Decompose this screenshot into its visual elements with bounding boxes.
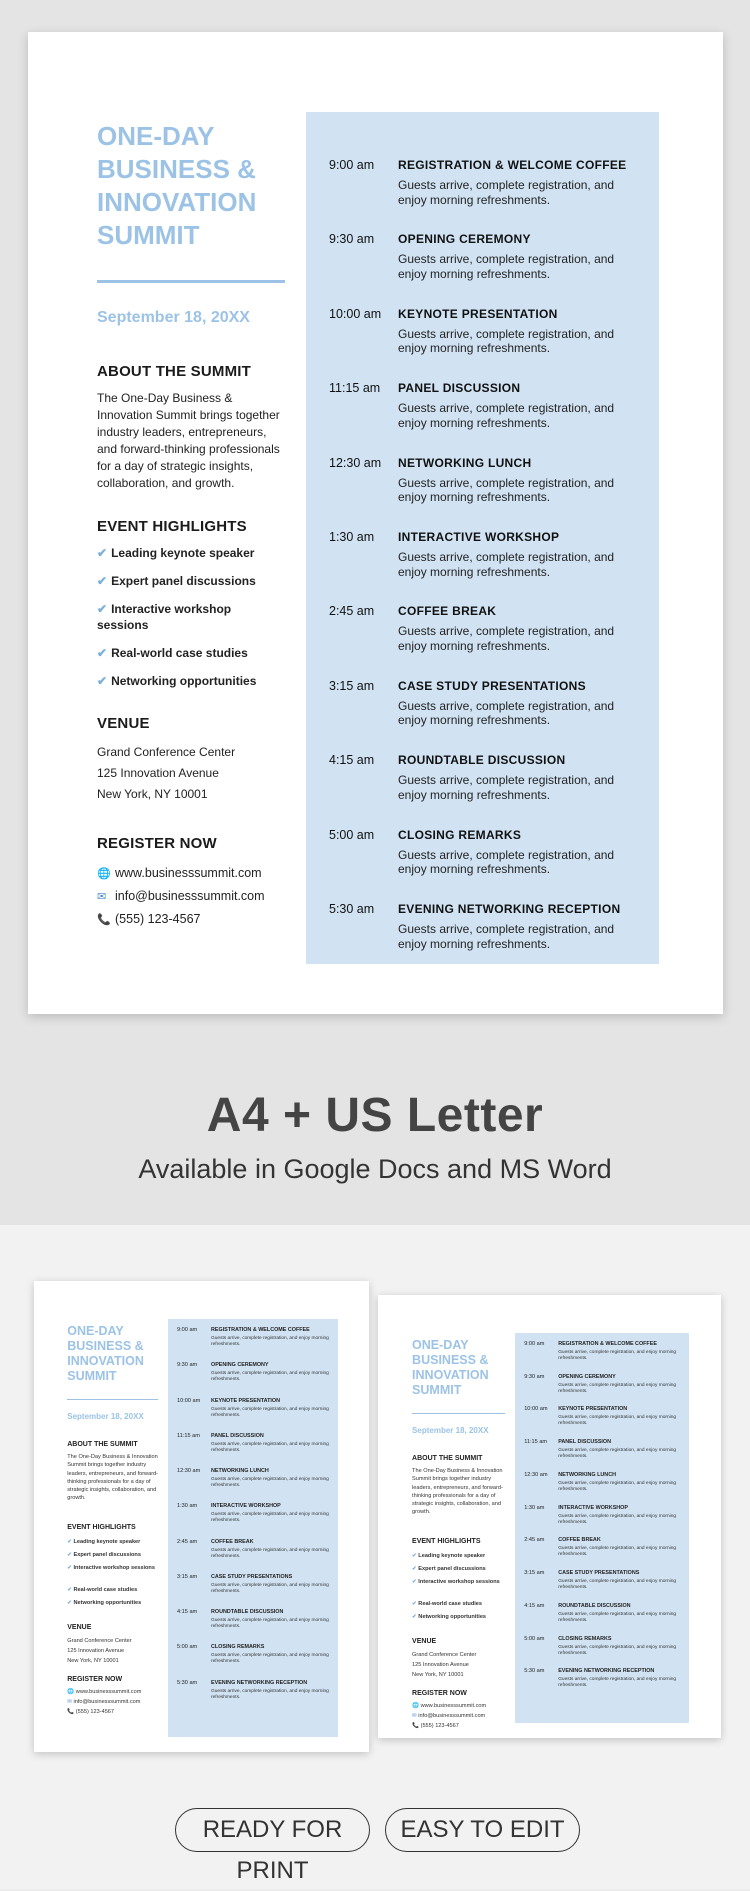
mini-schedule-name: CASE STUDY PRESENTATIONS bbox=[211, 1573, 293, 1580]
mini-title-line: INNOVATION bbox=[412, 1368, 489, 1382]
schedule-name: CLOSING REMARKS bbox=[398, 827, 522, 842]
mini-schedule-panel bbox=[168, 1319, 338, 1737]
mini-schedule-desc: Guests arrive, complete registration, and enjoy morning refreshments. bbox=[558, 1644, 677, 1656]
mini-schedule-desc: Guests arrive, complete registration, and enjoy morning refreshments. bbox=[558, 1611, 677, 1623]
mini-schedule-name: CLOSING REMARKS bbox=[558, 1635, 612, 1642]
mini-schedule-desc: Guests arrive, complete registration, and enjoy morning refreshments. bbox=[558, 1579, 677, 1591]
mini-schedule-time: 5:30 am bbox=[177, 1679, 198, 1686]
schedule-time: 5:00 am bbox=[329, 827, 375, 842]
mini-schedule-name: NETWORKING LUNCH bbox=[211, 1468, 269, 1475]
schedule-time: 5:30 am bbox=[329, 902, 375, 916]
event-date: September 18, 20XX bbox=[97, 309, 250, 326]
mini-schedule-desc: Guests arrive, complete registration, and enjoy morning refreshments. bbox=[558, 1513, 677, 1525]
venue-address: Grand Conference Center 125 Innovation Avenue New York, NY 10001 bbox=[97, 745, 236, 801]
mini-highlight: ✔ Interactive workshop sessions bbox=[67, 1565, 155, 1571]
mini-highlight: ✔ Real-world case studies bbox=[412, 1601, 483, 1607]
mini-title-line: INNOVATION bbox=[67, 1354, 144, 1368]
left-column bbox=[97, 120, 285, 931]
mini-schedule-desc: Guests arrive, complete registration, and enjoy morning refreshments. bbox=[558, 1480, 677, 1492]
mini-venue-heading: VENUE bbox=[67, 1624, 92, 1631]
envelope-icon: ✉ bbox=[97, 891, 107, 903]
register-contacts bbox=[97, 862, 285, 931]
mini-schedule-time: 5:00 am bbox=[524, 1635, 545, 1642]
title-divider bbox=[97, 280, 285, 283]
schedule-desc: Guests arrive, complete registration, and enjoy morning refreshments. bbox=[398, 922, 615, 951]
schedule-name: CASE STUDY PRESENTATIONS bbox=[398, 678, 586, 693]
mini-highlight: ✔ Interactive workshop sessions bbox=[412, 1579, 500, 1585]
mini-phone: 📞 (555) 123-4567 bbox=[412, 1723, 459, 1729]
mini-schedule-desc: Guests arrive, complete registration, and enjoy morning refreshments. bbox=[211, 1547, 329, 1559]
mini-divider bbox=[412, 1413, 505, 1414]
highlights-list bbox=[97, 545, 285, 689]
mini-schedule-desc: Guests arrive, complete registration, and enjoy morning refreshments. bbox=[211, 1688, 329, 1700]
venue-heading: VENUE bbox=[97, 715, 150, 732]
envelope-icon: ✉ bbox=[412, 1713, 417, 1719]
mini-schedule-time: 11:15 am bbox=[177, 1432, 200, 1439]
email-link[interactable]: info@businesssummit.com bbox=[115, 889, 265, 903]
phone-icon: 📞 bbox=[412, 1723, 420, 1729]
schedule-name: KEYNOTE PRESENTATION bbox=[398, 306, 558, 321]
mini-schedule-time: 3:15 am bbox=[177, 1573, 198, 1580]
mini-title-line: SUMMIT bbox=[412, 1383, 462, 1397]
mini-email: ✉ info@businesssummit.com bbox=[412, 1713, 486, 1719]
mini-schedule-name: COFFEE BREAK bbox=[211, 1538, 254, 1545]
mini-schedule-time: 12:30 am bbox=[177, 1468, 201, 1475]
schedule-time: 4:15 am bbox=[329, 753, 375, 768]
mini-schedule-desc: Guests arrive, complete registration, and enjoy morning refreshments. bbox=[558, 1382, 677, 1394]
easy-to-edit-button[interactable]: EASY TO EDIT bbox=[385, 1808, 580, 1852]
schedule-time: 9:30 am bbox=[329, 232, 375, 247]
mini-schedule-desc: Guests arrive, complete registration, and enjoy morning refreshments. bbox=[211, 1618, 329, 1630]
mini-schedule-desc: Guests arrive, complete registration, and enjoy morning refreshments. bbox=[211, 1336, 329, 1347]
mini-phone: 📞 (555) 123-4567 bbox=[67, 1709, 115, 1715]
mini-schedule-desc: Guests arrive, complete registration, and enjoy morning refreshments. bbox=[211, 1512, 329, 1524]
mini-schedule-time: 5:00 am bbox=[177, 1644, 198, 1651]
phone-icon: 📞 bbox=[97, 914, 111, 926]
mini-about-heading: ABOUT THE SUMMIT bbox=[412, 1455, 483, 1462]
list-item: ✔ Interactive workshop sessions bbox=[97, 602, 232, 632]
schedule-desc: Guests arrive, complete registration, and enjoy morning refreshments. bbox=[398, 773, 615, 802]
globe-icon: 🌐 bbox=[67, 1689, 75, 1695]
mini-schedule-name: OPENING CEREMONY bbox=[211, 1362, 269, 1369]
schedule-desc: Guests arrive, complete registration, and enjoy morning refreshments. bbox=[398, 624, 615, 653]
schedule-time: 9:00 am bbox=[329, 158, 375, 172]
mini-schedule-panel bbox=[515, 1333, 689, 1723]
list-item: ✔ Real-world case studies bbox=[97, 646, 248, 660]
mini-schedule-time: 10:00 am bbox=[177, 1397, 201, 1404]
mini-schedule-desc: Guests arrive, complete registration, and enjoy morning refreshments. bbox=[211, 1406, 329, 1418]
schedule-panel bbox=[306, 112, 659, 964]
mini-register-heading: REGISTER NOW bbox=[67, 1676, 123, 1683]
schedule-name: PANEL DISCUSSION bbox=[398, 381, 521, 396]
mini-highlight: ✔ Expert panel discussions bbox=[67, 1552, 141, 1558]
mini-date: September 18, 20XX bbox=[412, 1426, 489, 1435]
mini-date: September 18, 20XX bbox=[67, 1412, 144, 1421]
mini-venue-line: 125 Innovation Avenue bbox=[412, 1662, 469, 1668]
mini-highlight: ✔ Leading keynote speaker bbox=[412, 1553, 486, 1559]
mini-highlight: ✔ Expert panel discussions bbox=[412, 1566, 486, 1572]
list-item: ✔ Expert panel discussions bbox=[97, 574, 256, 588]
event-title: ONE-DAY BUSINESS & INNOVATION SUMMIT bbox=[97, 121, 257, 250]
mini-title-line: SUMMIT bbox=[67, 1369, 117, 1383]
schedule-name: NETWORKING LUNCH bbox=[398, 455, 532, 470]
mini-title-line: ONE-DAY bbox=[67, 1324, 124, 1338]
mini-email: ✉ info@businesssummit.com bbox=[67, 1699, 141, 1705]
schedule-desc: Guests arrive, complete registration, and enjoy morning refreshments. bbox=[398, 698, 615, 728]
mini-schedule-name: NETWORKING LUNCH bbox=[558, 1471, 616, 1478]
mini-highlights-heading: EVENT HIGHLIGHTS bbox=[412, 1538, 481, 1545]
mini-schedule-name: EVENING NETWORKING RECEPTION bbox=[211, 1679, 308, 1686]
schedule-desc: Guests arrive, complete registration, and enjoy morning refreshments. bbox=[398, 550, 615, 579]
a4-preview bbox=[34, 1281, 369, 1752]
mini-schedule-time: 4:15 am bbox=[524, 1602, 545, 1609]
mini-schedule-name: EVENING NETWORKING RECEPTION bbox=[558, 1668, 655, 1675]
about-text: The One-Day Business & Innovation Summit brings together industry leaders, entrepreneurs, and forward-thinking professionals for a day of strategic insights, collaboration, and growth. bbox=[97, 391, 280, 490]
check-icon: ✔ bbox=[97, 602, 108, 616]
phone-number: (555) 123-4567 bbox=[115, 912, 201, 926]
mini-schedule-name: REGISTRATION & WELCOME COFFEE bbox=[211, 1327, 310, 1333]
schedule-desc: Guests arrive, complete registration, and enjoy morning refreshments. bbox=[398, 252, 615, 281]
list-item: ✔ Leading keynote speaker bbox=[97, 546, 255, 560]
phone-line bbox=[97, 908, 285, 931]
mini-schedule-desc: Guests arrive, complete registration, and enjoy morning refreshments. bbox=[211, 1371, 329, 1383]
mini-schedule-time: 12:30 am bbox=[524, 1471, 548, 1478]
globe-icon: 🌐 bbox=[412, 1703, 420, 1709]
schedule-time: 3:15 am bbox=[329, 678, 375, 693]
mini-schedule-name: CASE STUDY PRESENTATIONS bbox=[558, 1570, 640, 1577]
globe-icon: 🌐 bbox=[97, 868, 111, 880]
document-preview bbox=[28, 32, 723, 1014]
schedule-desc: Guests arrive, complete registration, and enjoy morning refreshments. bbox=[398, 401, 615, 430]
schedule-name: OPENING CEREMONY bbox=[398, 232, 531, 247]
schedule-desc: Guests arrive, complete registration, and enjoy morning refreshments. bbox=[398, 475, 615, 505]
mini-schedule-desc: Guests arrive, complete registration, and enjoy morning refreshments. bbox=[211, 1477, 329, 1489]
schedule-name: ROUNDTABLE DISCUSSION bbox=[398, 753, 566, 768]
website-link[interactable]: www.businesssummit.com bbox=[115, 866, 262, 880]
mini-title-line: ONE-DAY bbox=[412, 1338, 469, 1352]
format-subline: Available in Google Docs and MS Word bbox=[138, 1154, 612, 1184]
mini-highlight: ✔ Leading keynote speaker bbox=[67, 1539, 141, 1545]
format-headline: A4 + US Letter bbox=[206, 1089, 544, 1142]
mini-schedule-time: 2:45 am bbox=[177, 1538, 198, 1545]
mini-schedule-name: ROUNDTABLE DISCUSSION bbox=[558, 1602, 631, 1609]
mini-schedule-name: INTERACTIVE WORKSHOP bbox=[211, 1503, 281, 1510]
email-line bbox=[97, 885, 285, 908]
schedule-name: INTERACTIVE WORKSHOP bbox=[398, 530, 560, 544]
mini-schedule-desc: Guests arrive, complete registration, and enjoy morning refreshments. bbox=[558, 1677, 677, 1689]
mini-schedule-time: 2:45 am bbox=[524, 1537, 545, 1544]
mini-schedule-time: 1:30 am bbox=[177, 1503, 198, 1510]
schedule-desc: Guests arrive, complete registration, and enjoy morning refreshments. bbox=[398, 326, 615, 356]
mini-schedule-time: 4:15 am bbox=[177, 1609, 198, 1616]
mini-schedule-time: 5:30 am bbox=[524, 1668, 545, 1675]
mini-schedule-time: 9:00 am bbox=[177, 1327, 198, 1333]
mini-schedule-name: KEYNOTE PRESENTATION bbox=[558, 1406, 628, 1413]
schedule-name: EVENING NETWORKING RECEPTION bbox=[398, 902, 621, 916]
check-icon: ✔ bbox=[97, 646, 108, 660]
mini-highlight: ✔ Real-world case studies bbox=[67, 1587, 138, 1593]
mini-schedule-name: PANEL DISCUSSION bbox=[211, 1432, 264, 1439]
mini-highlight: ✔ Networking opportunities bbox=[67, 1600, 142, 1606]
mini-schedule-desc: Guests arrive, complete registration, and enjoy morning refreshments. bbox=[211, 1653, 329, 1665]
mini-schedule-time: 10:00 am bbox=[524, 1406, 548, 1413]
schedule-time: 10:00 am bbox=[329, 306, 382, 321]
mini-register-heading: REGISTER NOW bbox=[412, 1690, 467, 1697]
mini-schedule-name: ROUNDTABLE DISCUSSION bbox=[211, 1609, 284, 1616]
mini-divider bbox=[67, 1399, 158, 1400]
mini-about-text: The One-Day Business & Innovation Summit brings together industry leaders, entrepreneurs, and forward-thinking professionals for a day of strategic insights, collaboration, and growth. bbox=[412, 1468, 503, 1516]
schedule-time: 11:15 am bbox=[329, 381, 381, 396]
mini-venue-line: Grand Conference Center bbox=[67, 1638, 132, 1644]
mini-venue-line: Grand Conference Center bbox=[412, 1652, 477, 1658]
mini-schedule-name: COFFEE BREAK bbox=[558, 1537, 601, 1544]
mini-schedule-name: PANEL DISCUSSION bbox=[558, 1439, 612, 1446]
mini-schedule-desc: Guests arrive, complete registration, and enjoy morning refreshments. bbox=[211, 1582, 329, 1594]
us-letter-preview bbox=[378, 1295, 721, 1738]
check-icon: ✔ bbox=[97, 674, 108, 688]
mini-title-line: BUSINESS & bbox=[412, 1353, 489, 1367]
mini-highlights-heading: EVENT HIGHLIGHTS bbox=[67, 1524, 136, 1531]
schedule-time: 12:30 am bbox=[329, 455, 382, 470]
mini-schedule-name: KEYNOTE PRESENTATION bbox=[211, 1397, 280, 1404]
mini-schedule-time: 9:30 am bbox=[524, 1373, 545, 1380]
mini-title-line: BUSINESS & bbox=[67, 1339, 144, 1353]
mini-schedule-name: INTERACTIVE WORKSHOP bbox=[558, 1504, 628, 1511]
mini-venue-line: 125 Innovation Avenue bbox=[67, 1648, 125, 1654]
mini-venue-line: New York, NY 10001 bbox=[412, 1672, 464, 1678]
about-heading: ABOUT THE SUMMIT bbox=[97, 363, 252, 380]
check-icon: ✔ bbox=[97, 546, 108, 560]
mini-schedule-desc: Guests arrive, complete registration, and enjoy morning refreshments. bbox=[211, 1441, 329, 1453]
schedule-desc: Guests arrive, complete registration, and enjoy morning refreshments. bbox=[398, 847, 615, 877]
mini-about-text: The One-Day Business & Innovation Summit brings together industry leaders, entrepreneurs, and forward-thinking professionals for a day of strategic insights, collaboration, and growth. bbox=[67, 1454, 159, 1502]
mini-venue-heading: VENUE bbox=[412, 1638, 437, 1645]
mini-schedule-time: 11:15 am bbox=[524, 1439, 548, 1446]
schedule-desc: Guests arrive, complete registration, and enjoy morning refreshments. bbox=[398, 178, 615, 207]
mini-schedule-time: 3:15 am bbox=[524, 1570, 545, 1577]
highlights-heading: EVENT HIGHLIGHTS bbox=[97, 518, 247, 535]
mini-highlight: ✔ Networking opportunities bbox=[412, 1614, 487, 1620]
mini-schedule-time: 9:30 am bbox=[177, 1362, 198, 1369]
envelope-icon: ✉ bbox=[67, 1699, 72, 1705]
mini-about-heading: ABOUT THE SUMMIT bbox=[67, 1441, 138, 1448]
mini-schedule-name: CLOSING REMARKS bbox=[211, 1644, 265, 1651]
list-item: ✔ Networking opportunities bbox=[97, 674, 257, 688]
mini-schedule-name: OPENING CEREMONY bbox=[558, 1373, 616, 1380]
check-icon: ✔ bbox=[97, 574, 108, 588]
mini-schedule-time: 1:30 am bbox=[524, 1504, 545, 1511]
mini-website: 🌐 www.businesssummit.com bbox=[412, 1703, 487, 1709]
mini-schedule-desc: Guests arrive, complete registration, and enjoy morning refreshments. bbox=[558, 1448, 677, 1460]
mini-schedule-desc: Guests arrive, complete registration, and enjoy morning refreshments. bbox=[558, 1415, 677, 1427]
schedule-name: REGISTRATION & WELCOME COFFEE bbox=[398, 158, 627, 172]
mini-website: 🌐 www.businesssummit.com bbox=[67, 1689, 142, 1695]
website-line bbox=[97, 862, 285, 885]
register-heading: REGISTER NOW bbox=[97, 835, 217, 852]
mini-venue-line: New York, NY 10001 bbox=[67, 1658, 119, 1664]
mini-schedule-desc: Guests arrive, complete registration, and enjoy morning refreshments. bbox=[558, 1350, 677, 1361]
mini-schedule-time: 9:00 am bbox=[524, 1341, 545, 1347]
mini-schedule-name: REGISTRATION & WELCOME COFFEE bbox=[558, 1341, 657, 1347]
schedule-time: 2:45 am bbox=[329, 604, 375, 619]
mini-schedule-desc: Guests arrive, complete registration, and enjoy morning refreshments. bbox=[558, 1546, 677, 1558]
ready-for-print-button[interactable]: READY FOR PRINT bbox=[175, 1808, 370, 1852]
schedule-name: COFFEE BREAK bbox=[398, 604, 497, 619]
phone-icon: 📞 bbox=[67, 1709, 75, 1715]
schedule-time: 1:30 am bbox=[329, 530, 375, 544]
